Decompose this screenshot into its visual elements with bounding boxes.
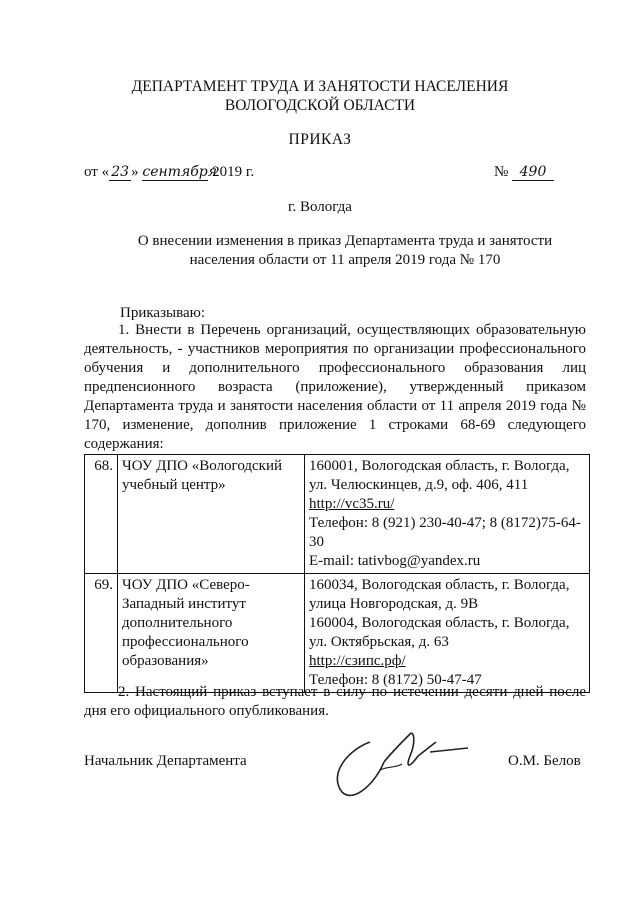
org-address: 160034, Вологодская область, г. Вологда, улица Новгородская, д. 9В (309, 577, 570, 612)
paragraph-2: 2. Настоящий приказ вступает в силу по истечении десяти дней после дня его официального опубликования. (84, 684, 586, 719)
row-number: 68. (85, 455, 118, 574)
document-number: № 490 (494, 164, 554, 181)
row-number: 69. (85, 574, 118, 693)
org-contacts (305, 574, 590, 693)
org-email: E-mail: tativbog@yandex.ru (309, 553, 481, 569)
org-contacts (305, 455, 590, 574)
org-name: ЧОУ ДПО «Вологодский учебный центр» (118, 455, 305, 574)
org-website-link[interactable]: http://сзипс.рф/ (309, 653, 406, 669)
org-website-link[interactable]: http://vc35.ru/ (309, 496, 395, 512)
organizations-table (84, 454, 590, 693)
document-title: ПРИКАЗ (288, 131, 352, 148)
order-word: Приказываю: (120, 305, 205, 321)
table-row (85, 574, 590, 693)
department-line-2: ВОЛОГОДСКОЙ ОБЛАСТИ (224, 97, 416, 114)
document-number-value: 490 (512, 164, 554, 181)
org-address-2: 160004, Вологодская область, г. Вологда, ул. Октябрьская, д. 63 (309, 615, 570, 650)
date-month: сентября (142, 164, 218, 180)
paragraph-1: 1. Внести в Перечень организаций, осуществляющих образовательную деятельность, - участников мероприятия по организации профессионального обучения и дополнительного профессионального образования лиц предпенсионного возраста (приложение), утвержденный приказом Департамента труда и занятости населения области от 11 апреля 2019 года № 170, изменение, дополнив приложение 1 строками 68-69 следующего содержания: (84, 322, 586, 452)
date-number-line (84, 164, 554, 181)
handwritten-signature (318, 712, 478, 802)
department-header (0, 77, 640, 115)
org-address: 160001, Вологодская область, г. Вологда, ул. Челюскинцев, д.9, оф. 406, 411 (309, 458, 570, 493)
signatory-name: О.М. Белов (508, 753, 581, 769)
document-date: от « 23 » сентября 2019 г. (84, 164, 255, 180)
document-subject: О внесении изменения в приказ Департамента труда и занятости населения области от 11 апреля 2019 года № 170 (137, 233, 553, 268)
department-line-1: ДЕПАРТАМЕНТ ТРУДА И ЗАНЯТОСТИ НАСЕЛЕНИЯ (131, 78, 509, 95)
signatory-position: Начальник Департамента (84, 753, 247, 769)
org-phone: Телефон: 8 (8172) 50-47-47 (309, 672, 482, 688)
org-name: ЧОУ ДПО «Северо-Западный институт дополнительного профессионального образования» (118, 574, 305, 693)
org-phone: Телефон: 8 (921) 230-40-47; 8 (8172)75-64-30 (309, 515, 581, 550)
date-day: 23 (109, 164, 131, 181)
city: г. Вологда (288, 199, 352, 215)
table-row (85, 455, 590, 574)
